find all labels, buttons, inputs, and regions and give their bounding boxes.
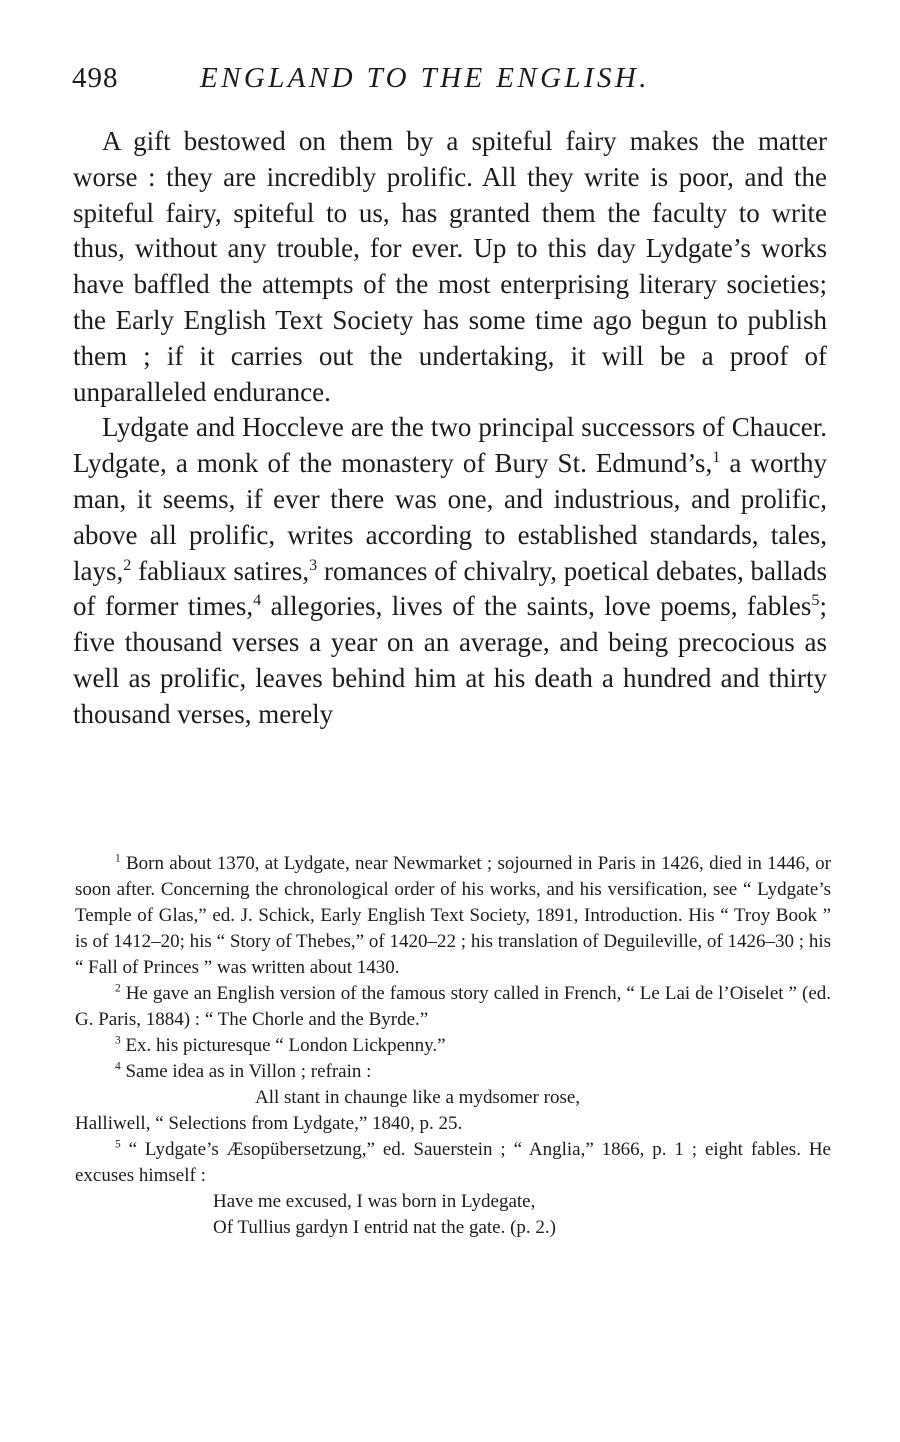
- footnote-ref: 3: [309, 555, 318, 574]
- verse-quote: All stant in chaunge like a mydsomer rose,: [255, 1087, 581, 1108]
- paragraph: Lydgate and Hoccleve are the two principal successors of Chaucer. Lydgate, a monk of the monastery of Bury St. Edmund’s,$^1$ a worthy man, it seems, if ever there was one, and industrious, and prolific, above all prolific, writes according to established standards, tales, lays,$^2$ fabliaux satires,$^3$ romances of chivalry, poetical debates, ballads of former times,$^4$ allegories, lives of the saints, love poems, fables$^5$; five thousand verses a year on an average, and being precocious as well as prolific, leaves behind him at his death a hundred and thirty thousand verses, merely: [73, 412, 827, 729]
- footnote-mark: 1: [115, 852, 121, 865]
- page-number: 498: [72, 62, 119, 94]
- footnote-ref: 4: [253, 591, 262, 610]
- footnotes: [75, 851, 831, 1241]
- footnote-2: $^2$ He gave an English version of the famous story called in French, “ Le Lai de l’Oiselet ” (ed. G. Paris, 1884) : “ The Chorle and the Byrde.”: [75, 982, 831, 1030]
- footnote-mark: 4: [115, 1060, 121, 1073]
- footnote-ref: 2: [123, 555, 132, 574]
- footnote-mark: 3: [115, 1034, 121, 1047]
- running-head: ENGLAND TO THE ENGLISH.: [200, 62, 650, 94]
- paragraph: A gift bestowed on them by a spiteful fairy makes the matter worse : they are incredibly prolific. All they write is poor, and the spiteful fairy, spiteful to us, has granted them the faculty to write thus, without any trouble, for ever. Up to this day Lydgate’s works have baffled the attempts of the most enterprising literary societies; the Early English Text Society has some time ago begun to publish them ; if it carries out the undertaking, it will be a proof of unparalleled endurance.: [73, 126, 827, 407]
- main-text: [73, 124, 827, 733]
- citation: Halliwell, “ Selections from Lydgate,” 1840, p. 25.: [75, 1113, 463, 1134]
- footnote-mark: 5: [115, 1138, 121, 1151]
- footnote-ref: 1: [712, 448, 721, 467]
- verse-quote: [75, 1189, 831, 1241]
- verse-line: Of Tullius gardyn I entrid nat the gate. (p. 2.): [213, 1217, 557, 1238]
- page-header: [72, 62, 832, 102]
- footnote-4: $^4$ Same idea as in Villon ; refrain :: [115, 1060, 372, 1082]
- footnote-ref: 5: [811, 591, 820, 610]
- verse-line: Have me excused, I was born in Lydegate,: [213, 1191, 536, 1212]
- footnote-1: $^1$ Born about 1370, at Lydgate, near Newmarket ; sojourned in Paris in 1426, died in 1446, or soon after. Concerning the chronological order of his works, and his versification, see “ Lydgate’s Temple of Glas,” ed. J. Schick, Early English Text Society, 1891, Introduction. His “ Troy Book ” is of 1412–20; his “ Story of Thebes,” of 1420–22 ; his translation of Deguileville, of 1426–30 ; his “ Fall of Princes ” was written about 1430.: [75, 852, 831, 978]
- footnote-mark: 2: [115, 982, 121, 995]
- footnote-5: $^5$ “ Lydgate’s Æsopübersetzung,” ed. Sauerstein ; “ Anglia,” 1866, p. 1 ; eight fables. He excuses himself :: [75, 1138, 831, 1186]
- footnote-3: $^3$ Ex. his picturesque “ London Lickpenny.”: [115, 1034, 446, 1056]
